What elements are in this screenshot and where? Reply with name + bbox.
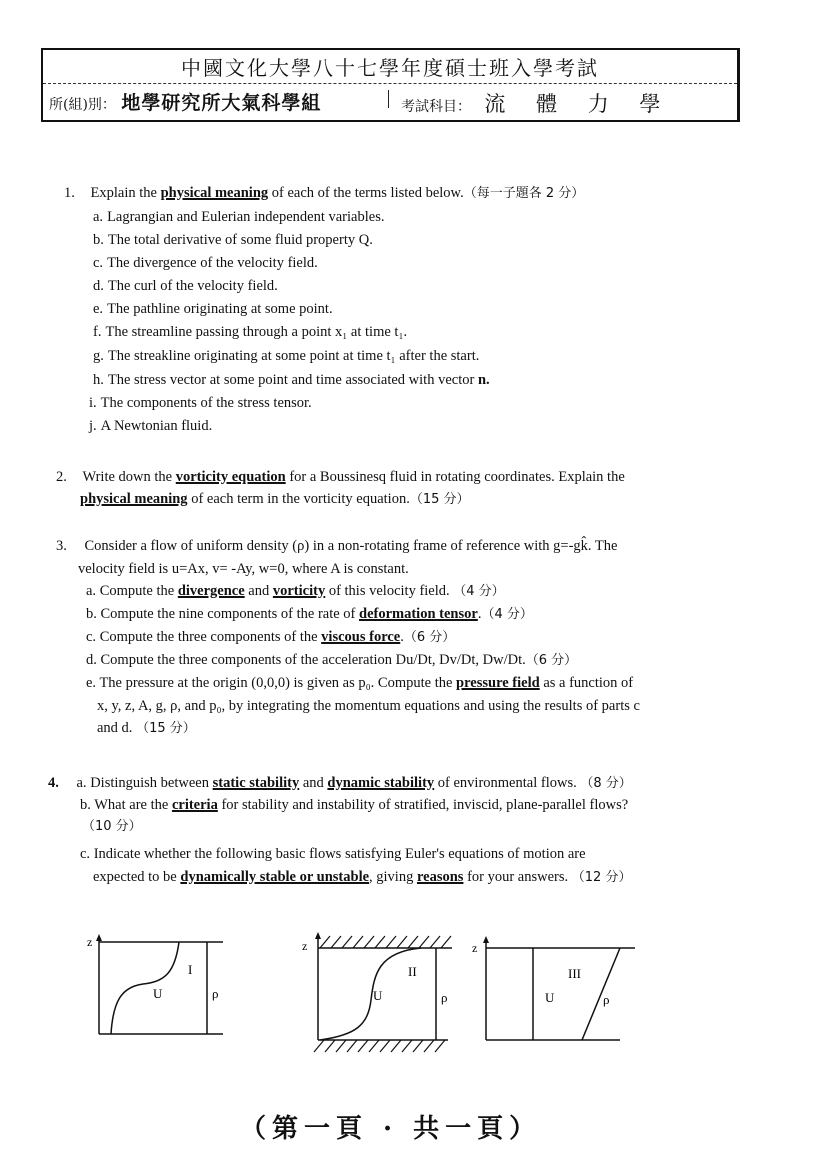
- hatch-mark: [435, 1040, 445, 1052]
- q1-item: [93, 275, 278, 298]
- hatch-mark: [358, 1040, 368, 1052]
- hatch-mark: [325, 1040, 335, 1052]
- item-text: The total derivative of some fluid property Q.: [107, 232, 373, 248]
- question-2-line1: [56, 466, 625, 489]
- subject-label: 考試科目：: [401, 99, 471, 115]
- hatch-mark: [397, 936, 407, 948]
- q3a-key-2: vorticity: [272, 583, 326, 599]
- q4b-post: for stability and instability of stratified, inviscid, plane-parallel flows?: [217, 797, 629, 813]
- item-text: The streamline passing through a point x₁ at time t₁.: [105, 324, 408, 340]
- q2-post: of each term in the vorticity equation.: [187, 491, 410, 507]
- bottom-wall-hatching: [314, 1040, 445, 1052]
- q3e-line3: and d.: [97, 720, 133, 736]
- hatch-mark: [314, 1040, 324, 1052]
- exam-title: 中國文化大學八十七學年度碩士班入學考試: [181, 56, 599, 80]
- q3b-post: .: [477, 606, 482, 622]
- flow-diagram-1: [85, 932, 235, 1038]
- item-bold-symbol: n.: [477, 372, 490, 388]
- diagram-id: II: [408, 964, 417, 979]
- q1-post: of each of the terms listed below.: [268, 185, 464, 201]
- q2-key-term-1: vorticity equation: [175, 469, 286, 485]
- q3e-post: as a function of: [539, 675, 634, 691]
- item-label: a.: [93, 209, 104, 225]
- item-text: A Newtonian fluid.: [100, 418, 213, 434]
- q3a-pre: Compute the: [99, 583, 178, 599]
- item-label: c.: [86, 629, 97, 645]
- q1-item: [93, 345, 479, 368]
- hatch-mark: [441, 936, 451, 948]
- velocity-profile-curve: [320, 948, 421, 1040]
- hatch-mark: [419, 936, 429, 948]
- q4a-post: of environmental flows.: [434, 775, 577, 791]
- hatch-mark: [430, 936, 440, 948]
- q3e-points: （15 分）: [136, 721, 196, 736]
- item-text: The streakline originating at some point at time t₁ after the start.: [107, 348, 480, 364]
- velocity-label: U: [153, 986, 163, 1001]
- q1-item: [93, 229, 373, 252]
- item-label: d.: [86, 652, 97, 668]
- q4c-mid: , giving: [369, 869, 417, 885]
- velocity-label: U: [373, 988, 383, 1003]
- q2-mid: for a Boussinesq fluid in rotating coordinates. Explain the: [285, 469, 625, 485]
- item-label: d.: [93, 278, 104, 294]
- q1-item: [93, 206, 384, 229]
- question-number: 1.: [64, 185, 75, 201]
- velocity-profile-curve: [111, 942, 179, 1034]
- density-label: ρ: [441, 990, 448, 1005]
- flow-diagram-2: [296, 930, 456, 1054]
- item-label: e.: [93, 301, 104, 317]
- q1-item: [93, 369, 490, 392]
- question-3b: [86, 603, 533, 626]
- z-axis-arrow-icon: [315, 932, 321, 939]
- item-label: b.: [80, 797, 91, 813]
- hatch-mark: [369, 1040, 379, 1052]
- hatch-mark: [364, 936, 374, 948]
- density-label: ρ: [603, 992, 610, 1007]
- q3a-key-1: divergence: [177, 583, 245, 599]
- q4c-line1: Indicate whether the following basic flows satisfying Euler's equations of motion are: [93, 846, 586, 862]
- department-value: 地學研究所大氣科學組: [121, 92, 322, 114]
- q3c-points: （6 分）: [403, 630, 456, 645]
- hatch-mark: [342, 936, 352, 948]
- q3b-key: deformation tensor: [359, 606, 478, 622]
- question-number: 4.: [48, 775, 59, 791]
- item-label: a.: [76, 775, 87, 791]
- item-label: a.: [86, 583, 97, 599]
- q3a-post: of this velocity field.: [325, 583, 450, 599]
- item-text: The divergence of the velocity field.: [107, 255, 318, 271]
- hatch-mark: [386, 936, 396, 948]
- diagram-id: III: [568, 966, 581, 981]
- item-text: Lagrangian and Eulerian independent variables.: [107, 209, 385, 225]
- q1-pre: Explain the: [90, 185, 161, 201]
- page-number: （第一頁 · 共一頁）: [240, 1114, 542, 1144]
- hatch-mark: [408, 936, 418, 948]
- item-label: b.: [93, 232, 104, 248]
- department-field: [49, 88, 321, 115]
- question-4b-points: [82, 815, 142, 838]
- item-text: The components of the stress tensor.: [100, 395, 312, 411]
- axis-label: z: [87, 935, 93, 949]
- item-label: h.: [93, 372, 104, 388]
- q4c-pre: expected to be: [93, 869, 181, 885]
- diagram-id: I: [188, 962, 193, 977]
- question-3e-line3: [97, 717, 196, 740]
- item-label: c.: [93, 255, 104, 271]
- q1-item: [89, 392, 312, 415]
- question-3e: [86, 672, 633, 695]
- q1-key-term: physical meaning: [160, 185, 269, 201]
- q4c-post: for your answers.: [463, 869, 569, 885]
- density-label: ρ: [212, 986, 219, 1001]
- q3b-pre: Compute the nine components of the rate of: [100, 606, 360, 622]
- subject-value: 流 體 力 學: [484, 92, 673, 116]
- q4a-points: （8 分）: [580, 776, 632, 791]
- question-4c-line2: [93, 866, 631, 889]
- q2-key-term-2: physical meaning: [80, 491, 188, 507]
- item-label: b.: [86, 606, 97, 622]
- density-profile-line: [582, 948, 620, 1040]
- q3a-mid: and: [244, 583, 273, 599]
- item-text: The stress vector at some point and time associated with vector: [107, 372, 478, 388]
- z-axis-arrow-icon: [96, 934, 102, 941]
- q3e-pre: The pressure at the origin (0,0,0) is given as p₀. Compute the: [99, 675, 457, 691]
- hatch-mark: [331, 936, 341, 948]
- q3d-text: Compute the three components of the acceleration Du/Dt, Dv/Dt, Dw/Dt.: [100, 652, 526, 668]
- q1-points: （每一子題各 2 分）: [463, 186, 585, 201]
- q3c-pre: Compute the three components of the: [99, 629, 322, 645]
- hatch-mark: [391, 1040, 401, 1052]
- question-4c-line1: [80, 843, 586, 866]
- subject-field: [401, 88, 672, 118]
- hatch-mark: [336, 1040, 346, 1052]
- item-label: i.: [89, 395, 97, 411]
- q3e-key: pressure field: [456, 675, 540, 691]
- hatch-mark: [320, 936, 330, 948]
- velocity-label: U: [545, 990, 555, 1005]
- item-label: e.: [86, 675, 97, 691]
- hatch-mark: [347, 1040, 357, 1052]
- q4a-key-2: dynamic stability: [327, 775, 435, 791]
- q3c-post: .: [400, 629, 404, 645]
- item-text: The curl of the velocity field.: [107, 278, 278, 294]
- q4a-pre: Distinguish between: [90, 775, 213, 791]
- q4b-pre: What are the: [94, 797, 172, 813]
- q1-item: [93, 298, 333, 321]
- q4c-points: （12 分）: [571, 870, 632, 885]
- question-3e-line2: x, y, z, A, g, ρ, and p₀, by integrating the momentum equations and using the results of parts c: [97, 698, 640, 714]
- q4b-key: criteria: [171, 797, 218, 813]
- header-vertical-divider: [388, 90, 389, 108]
- item-label: f.: [93, 324, 102, 340]
- exam-header: [41, 48, 740, 122]
- item-text: The pathline originating at some point.: [107, 301, 333, 317]
- q2-points: （15 分）: [409, 492, 470, 507]
- item-label: c.: [80, 846, 91, 862]
- question-1-stem: [64, 182, 584, 205]
- q1-item: [89, 415, 212, 438]
- q4a-mid: and: [299, 775, 328, 791]
- axis-label: z: [472, 941, 478, 955]
- q2-pre: Write down the: [82, 469, 176, 485]
- q1-item: [93, 321, 407, 344]
- hatch-mark: [380, 1040, 390, 1052]
- question-4a: [48, 772, 632, 795]
- axis-label: z: [302, 939, 308, 953]
- hatch-mark: [375, 936, 385, 948]
- hatch-mark: [413, 1040, 423, 1052]
- q1-item: [93, 252, 318, 275]
- q4a-key-1: static stability: [212, 775, 300, 791]
- question-number: 3.: [56, 538, 67, 554]
- item-label: j.: [89, 418, 97, 434]
- question-4b: [80, 794, 628, 817]
- q4c-key-1: dynamically stable or unstable: [180, 869, 370, 885]
- q3c-key: viscous force: [321, 629, 401, 645]
- question-3d: [86, 649, 577, 672]
- hatch-mark: [353, 936, 363, 948]
- q3-line1: Consider a flow of uniform density (ρ) in a non-rotating frame of reference with g=-gk̂. The: [84, 538, 618, 554]
- question-3c: [86, 626, 455, 649]
- question-3-line2: velocity field is u=Ax, v= -Ay, w=0, where A is constant.: [78, 561, 409, 577]
- header-divider: [43, 83, 737, 84]
- item-label: g.: [93, 348, 104, 364]
- question-2-line2: [80, 488, 470, 511]
- q3d-points: （6 分）: [525, 653, 578, 668]
- q3a-points: （4 分）: [453, 584, 505, 599]
- question-3a: [86, 580, 505, 603]
- department-label: 所(組)別：: [49, 97, 116, 113]
- q3b-points: （4 分）: [481, 607, 533, 622]
- hatch-mark: [402, 1040, 412, 1052]
- question-3-line1: [56, 535, 617, 558]
- q4b-points: （10 分）: [82, 819, 142, 834]
- q4c-key-2: reasons: [416, 869, 464, 885]
- hatch-mark: [424, 1040, 434, 1052]
- flow-diagram-3: [470, 934, 640, 1044]
- z-axis-arrow-icon: [483, 936, 489, 943]
- question-number: 2.: [56, 469, 67, 485]
- top-wall-hatching: [320, 936, 451, 948]
